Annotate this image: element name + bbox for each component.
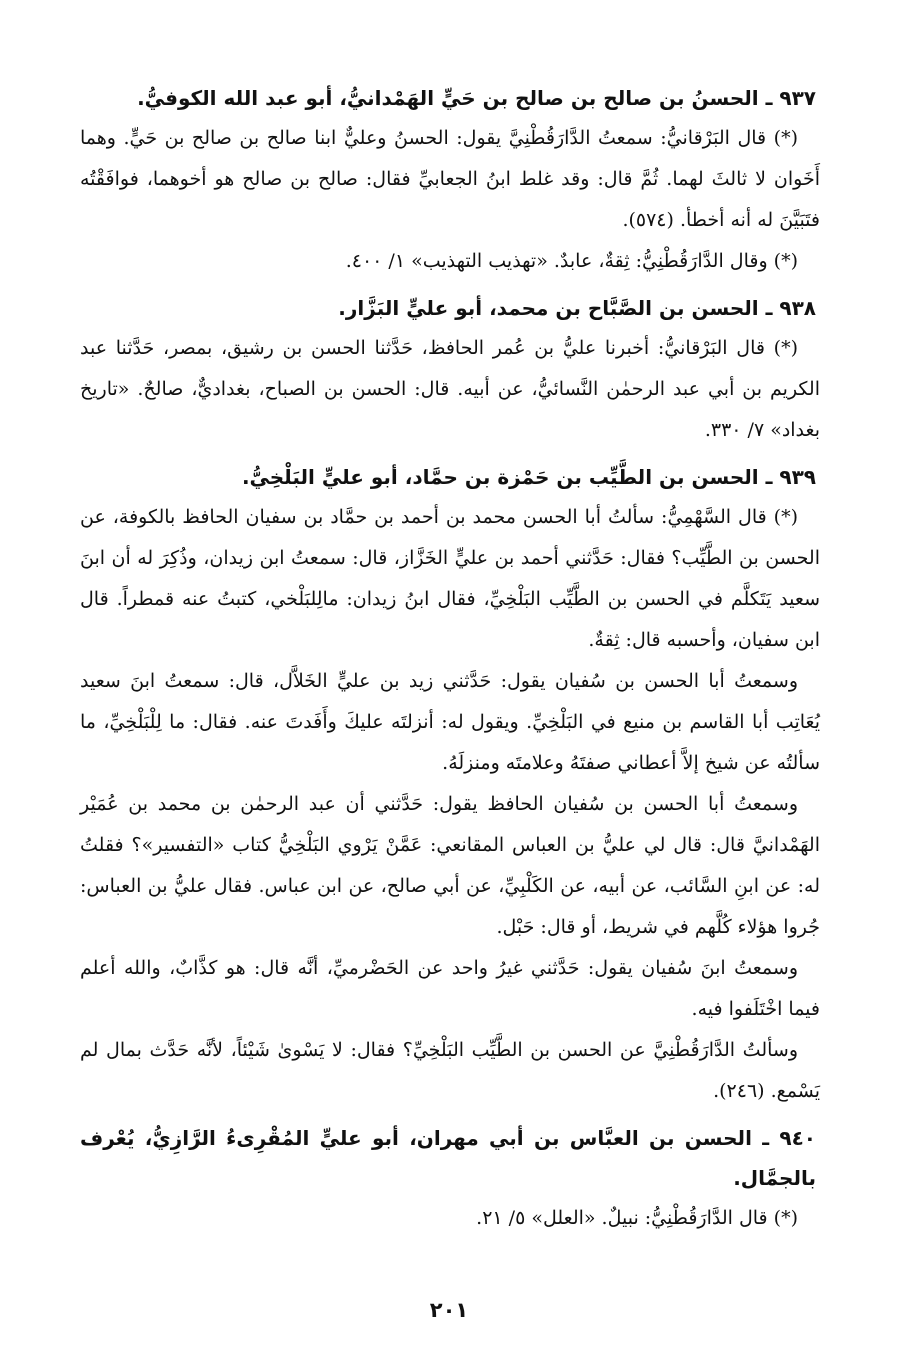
- entry-paragraph: (*) قال الدَّارَقُطْنِيُّ: نبيلٌ. «العلل» ٥/ ٢١.: [476, 1207, 798, 1229]
- page-number: ٢٠١: [429, 1298, 469, 1322]
- entry-paragraph: (*) قال السَّهْمِيُّ: سألتُ أبا الحسن محمد بن أحمد بن حمَّاد بن سفيان الحافظ بالكوفة، عن الحسن بن الطَّيِّب؟ فقال: حَدَّثني أحمد بن عليٍّ الخَزَّاز، قال: سمعتُ ابن زيدان، وذُكِرَ له أن ابنَ سعيد يَتَكلَّم في الحسن بن الطَّيِّب البَلْخِيِّ، فقال ابنُ زيدان: مالِلبَلْخي، كتبتُ عنه قمطراً. قال ابن سفيان، وأحسبه قال: ثِقةٌ.: [80, 506, 820, 651]
- page-body: [80, 78, 820, 1239]
- entry-paragraph: وسمعتُ ابنَ سُفيان يقول: حَدَّثني غيرُ واحد عن الحَضْرميِّ، أنَّه قال: هو كذَّابٌ، والله أعلم فيما اخْتَلَفوا فيه.: [80, 957, 820, 1020]
- entry-paragraph: وسألتُ الدَّارَقُطْنِيَّ عن الحسن بن الطَّيِّب البَلْخِيِّ؟ فقال: لا يَسْوىٰ شَيْئاً، لأنَّه حَدَّث بمال لم يَسْمع. (٢٤٦).: [80, 1039, 820, 1102]
- entry-title: ٩٣٧ ـ الحسنُ بن صالح بن صالح بن حَيٍّ الهَمْدانيُّ، أبو عبد الله الكوفيُّ.: [137, 86, 816, 110]
- entry-title: ٩٤٠ ـ الحسن بن العبَّاس بن أبي مهران، أبو عليٍّ المُقْرِىءُ الرَّازِيُّ، يُعْرف بالجمَّال.: [80, 1126, 816, 1190]
- entry-title: ٩٣٩ ـ الحسن بن الطَّيِّب بن حَمْزة بن حمَّاد، أبو عليٍّ البَلْخِيُّ.: [241, 465, 816, 489]
- entry-paragraph: (*) قال البَرْقانيُّ: أخبرنا عليُّ بن عُمر الحافظ، حَدَّثنا الحسن بن رشيق، بمصر، حَدَّثنا عبد الكريم بن أبي عبد الرحمٰن النَّسائيُّ، عن أبيه. قال: الحسن بن الصباح، بغداديٌّ، صالحٌ. «تاريخ بغداد» ٧/ ٣٣٠.: [80, 337, 820, 441]
- entry-paragraph: وسمعتُ أبا الحسن بن سُفيان الحافظ يقول: حَدَّثني أن عبد الرحمٰن بن محمد بن عُمَيْر الهَمْدانيَّ قال: قال لي عليُّ بن العباس المقانعي: عَمَّنْ يَرْوي البَلْخِيُّ كتاب «التفسير»؟ فقلتُ له: عن ابنِ السَّائب، عن أبيه، عن الكَلْبِيِّ، عن أبي صالح، عن ابن عباس. فقال عليُّ بن العباس: جُروا هؤلاء كُلَّهم في شريط، أو قال: حَبْل.: [80, 793, 820, 938]
- entry-paragraph: (*) قال البَرْقانيُّ: سمعتُ الدَّارَقُطْنِيَّ يقول: الحسنُ وعليٌّ ابنا صالح بن صالح بن حَيٍّ. وهما أَخَوان لا ثالثَ لهما. ثُمَّ قال: وقد غلط ابنُ الجعابيِّ فقال: صالح بن صالح هو أخوهما، فوافَقْتُه فتَبَيَّنَ له أنه أخطأ. (٥٧٤).: [80, 127, 820, 231]
- entry-title: ٩٣٨ ـ الحسن بن الصَّبَّاح بن محمد، أبو عليٍّ البَزَّار.: [338, 296, 816, 320]
- entry-paragraph: وسمعتُ أبا الحسن بن سُفيان يقول: حَدَّثني زيد بن عليٍّ الخَلاَّل، قال: سمعتُ ابنَ سعيد يُعَاتِب أبا القاسم بن منيع في البَلْخِيِّ. ويقول له: أنزلتَه عليكَ وأَفَدتَ عنه. فقال: ما لِلْبَلْخِيِّ، ما سألتُه عن شيخ إلاَّ أعطاني صفتَهُ وعلامتَه ومنزلَهُ.: [80, 670, 820, 774]
- entry-paragraph: (*) وقال الدَّارَقُطْنِيُّ: ثِقةٌ، عابدٌ. «تهذيب التهذيب» ١/ ٤٠٠.: [345, 250, 798, 272]
